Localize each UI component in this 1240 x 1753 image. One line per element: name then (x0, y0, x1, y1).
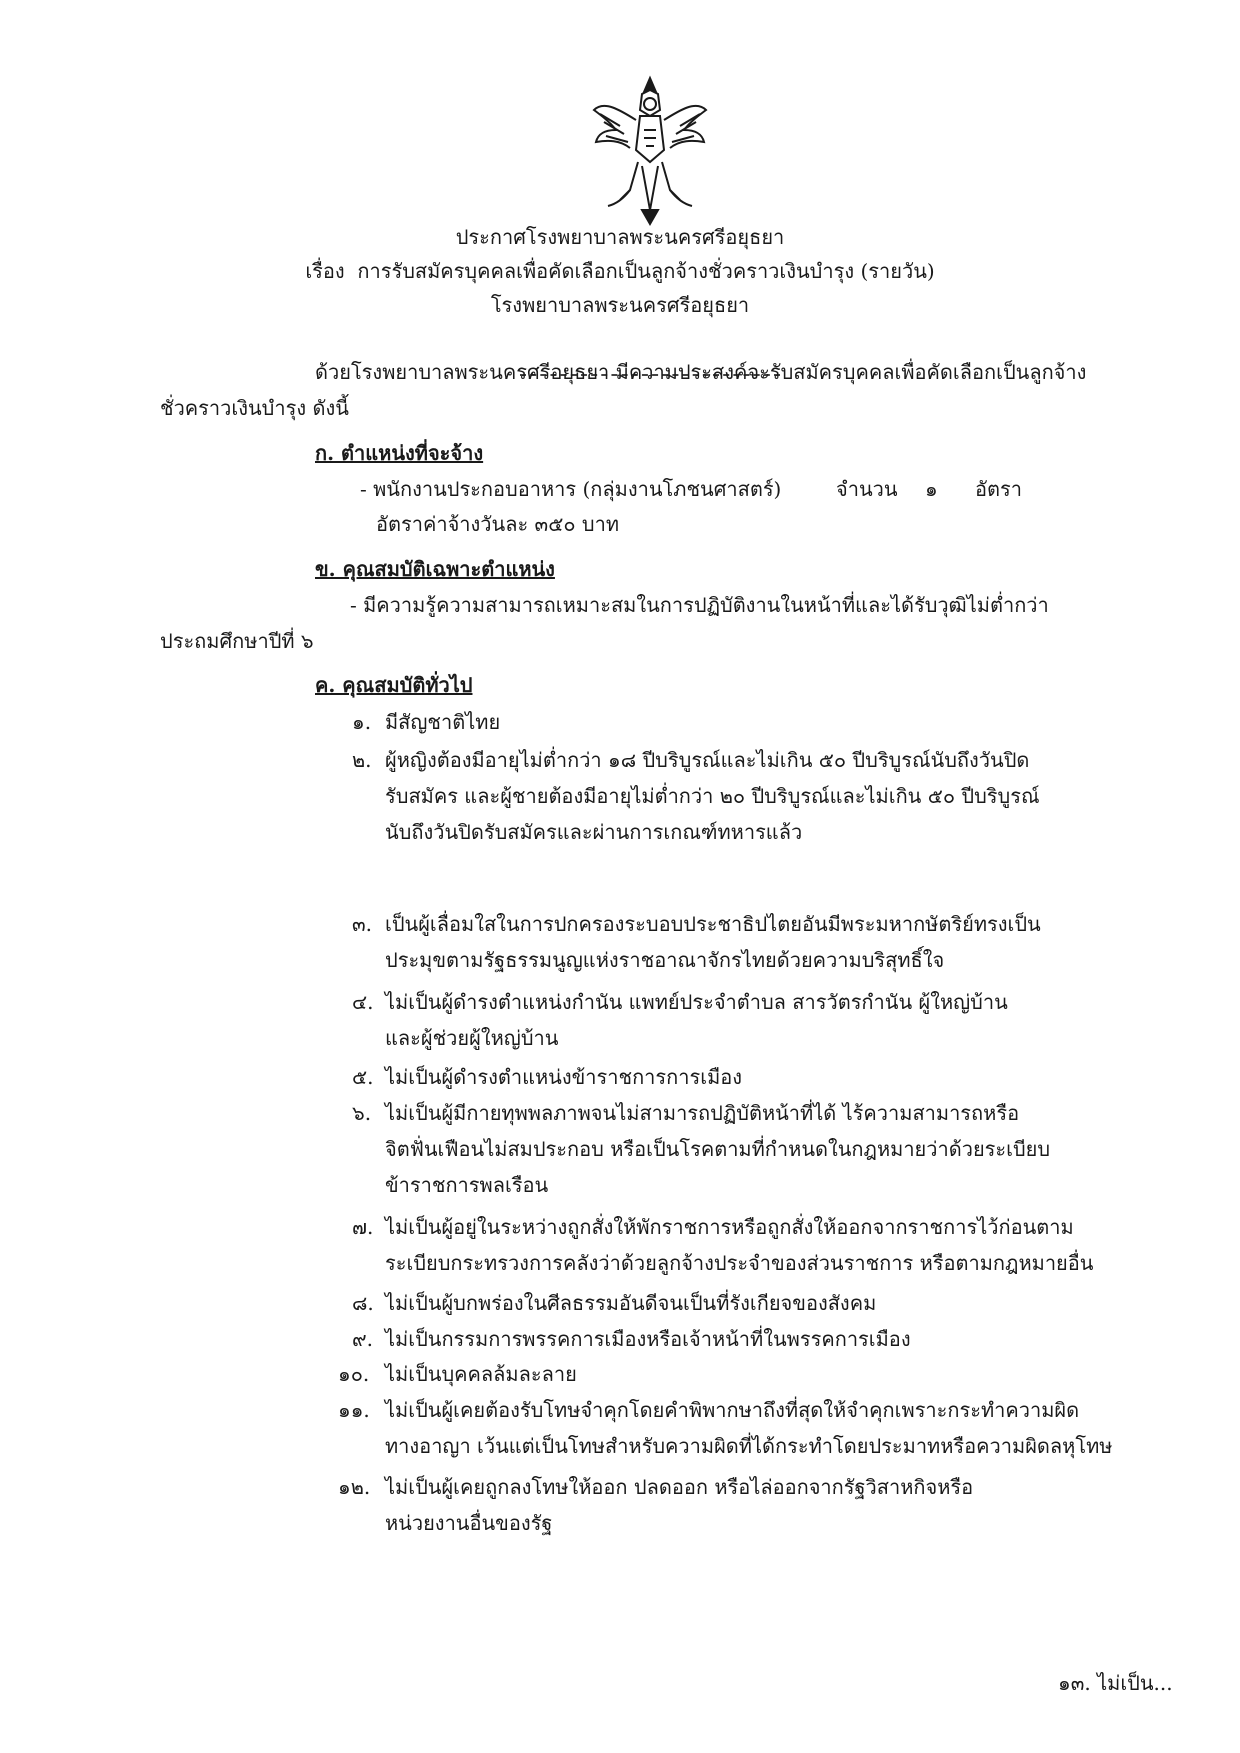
qualification-text: นับถึงวันปิดรับสมัครและผ่านการเกณฑ์ทหารแล้ว (385, 820, 803, 844)
qualification-number: ๙. (352, 1327, 374, 1351)
document-subject (0, 256, 1240, 286)
qualification-number: ๑๒. (338, 1475, 371, 1499)
garuda-emblem-icon (590, 70, 710, 230)
qualification-text: ระเบียบกระทรวงการคลังว่าด้วยลูกจ้างประจำของส่วนราชการ หรือตามกฎหมายอื่น (385, 1251, 1094, 1275)
qualification-text: และผู้ช่วยผู้ใหญ่บ้าน (385, 1026, 559, 1050)
position-name: - พนักงานประกอบอาหาร (กลุ่มงานโภชนศาสตร์) (360, 477, 782, 501)
qualification-text: ผู้หญิงต้องมีอายุไม่ต่ำกว่า ๑๘ ปีบริบูรณ์และไม่เกิน ๕๐ ปีบริบูรณ์นับถึงวันปิด (385, 748, 1030, 772)
qualification-number: ๓. (352, 912, 373, 936)
position-count-label: จำนวน (836, 477, 898, 501)
qualification-number: ๑๑. (338, 1398, 370, 1422)
section-a-heading: ก. ตำแหน่งที่จะจ้าง (315, 441, 484, 465)
subject-text: การรับสมัครบุคคลเพื่อคัดเลือกเป็นลูกจ้างชั่วคราวเงินบำรุง (รายวัน) (357, 259, 935, 283)
qualification-number: ๔. (352, 990, 374, 1014)
qualification-number: ๒. (352, 748, 372, 772)
qualification-text: ไม่เป็นกรรมการพรรคการเมืองหรือเจ้าหน้าที่ในพรรคการเมือง (385, 1327, 911, 1351)
qualification-text: ไม่เป็นผู้ดำรงตำแหน่งข้าราชการการเมือง (385, 1065, 743, 1089)
position-count-unit: อัตรา (975, 477, 1022, 501)
qualification-number: ๕. (352, 1065, 374, 1089)
qualification-number: ๖. (352, 1101, 372, 1125)
section-c-heading: ค. คุณสมบัติทั่วไป (315, 673, 473, 697)
qualification-number: ๘. (352, 1291, 374, 1315)
document-org: โรงพยาบาลพระนครศรีอยุธยา (490, 293, 750, 317)
qualification-text: เป็นผู้เลื่อมใสในการปกครองระบอบประชาธิปไตยอันมีพระมหากษัตริย์ทรงเป็น (385, 912, 1041, 936)
qualification-text: รับสมัคร และผู้ชายต้องมีอายุไม่ต่ำกว่า ๒๐ ปีบริบูรณ์และไม่เกิน ๕๐ ปีบริบูรณ์ (385, 784, 1040, 808)
qualification-text: ประมุขตามรัฐธรรมนูญแห่งราชอาณาจักรไทยด้วยความบริสุทธิ์ใจ (385, 948, 945, 972)
qualification-text: มีสัญชาติไทย (385, 710, 501, 734)
qualification-text: ข้าราชการพลเรือน (385, 1173, 549, 1197)
qualification-text: ไม่เป็นผู้เคยต้องรับโทษจำคุกโดยคำพิพากษาถึงที่สุดให้จำคุกเพราะกระทำความผิด (385, 1398, 1080, 1422)
qualification-number: ๑. (352, 710, 372, 734)
subject-label: เรื่อง (305, 259, 345, 283)
qualification-text: ไม่เป็นผู้เคยถูกลงโทษให้ออก ปลดออก หรือไล่ออกจากรัฐวิสาหกิจหรือ (385, 1475, 974, 1499)
qualification-text: ไม่เป็นผู้อยู่ในระหว่างถูกสั่งให้พักราชการหรือถูกสั่งให้ออกจากราชการไว้ก่อนตาม (385, 1215, 1074, 1239)
qualification-number: ๑๐. (338, 1362, 370, 1386)
section-b-line-1: - มีความรู้ความสามารถเหมาะสมในการปฏิบัติงานในหน้าที่และได้รับวุฒิไม่ต่ำกว่า (350, 593, 1049, 617)
qualification-text: ทางอาญา เว้นแต่เป็นโทษสำหรับความผิดที่ได้กระทำโดยประมาทหรือความผิดลหุโทษ (385, 1434, 1113, 1458)
qualification-text: หน่วยงานอื่นของรัฐ (385, 1511, 553, 1535)
intro-line-2: ชั่วคราวเงินบำรุง ดังนี้ (160, 396, 349, 420)
intro-line-1: ด้วยโรงพยาบาลพระนครศรีอยุธยา มีความประสงค์จะรับสมัครบุคคลเพื่อคัดเลือกเป็นลูกจ้าง (315, 360, 1087, 384)
section-b-line-2: ประถมศึกษาปีที่ ๖ (160, 629, 314, 653)
qualification-number: ๗. (352, 1215, 374, 1239)
document-title: ประกาศโรงพยาบาลพระนครศรีอยุธยา (455, 225, 785, 249)
qualification-text: ไม่เป็นผู้มีกายทุพพลภาพจนไม่สามารถปฏิบัติหน้าที่ได้ ไร้ความสามารถหรือ (385, 1101, 1020, 1125)
qualification-text: ไม่เป็นผู้บกพร่องในศีลธรรมอันดีจนเป็นที่รังเกียจของสังคม (385, 1291, 877, 1315)
section-b-heading: ข. คุณสมบัติเฉพาะตำแหน่ง (315, 557, 555, 581)
continued-footer: ๑๓. ไม่เป็น... (1058, 1671, 1173, 1695)
qualification-text: จิตฟั่นเฟือนไม่สมประกอบ หรือเป็นโรคตามที่กำหนดในกฎหมายว่าด้วยระเบียบ (385, 1137, 1051, 1161)
qualification-text: ไม่เป็นผู้ดำรงตำแหน่งกำนัน แพทย์ประจำตำบล สารวัตรกำนัน ผู้ใหญ่บ้าน (385, 990, 1008, 1014)
qualification-text: ไม่เป็นบุคคลล้มละลาย (385, 1362, 577, 1386)
position-count: ๑ (925, 477, 938, 501)
wage-rate: อัตราค่าจ้างวันละ ๓๕๐ บาท (376, 512, 620, 536)
